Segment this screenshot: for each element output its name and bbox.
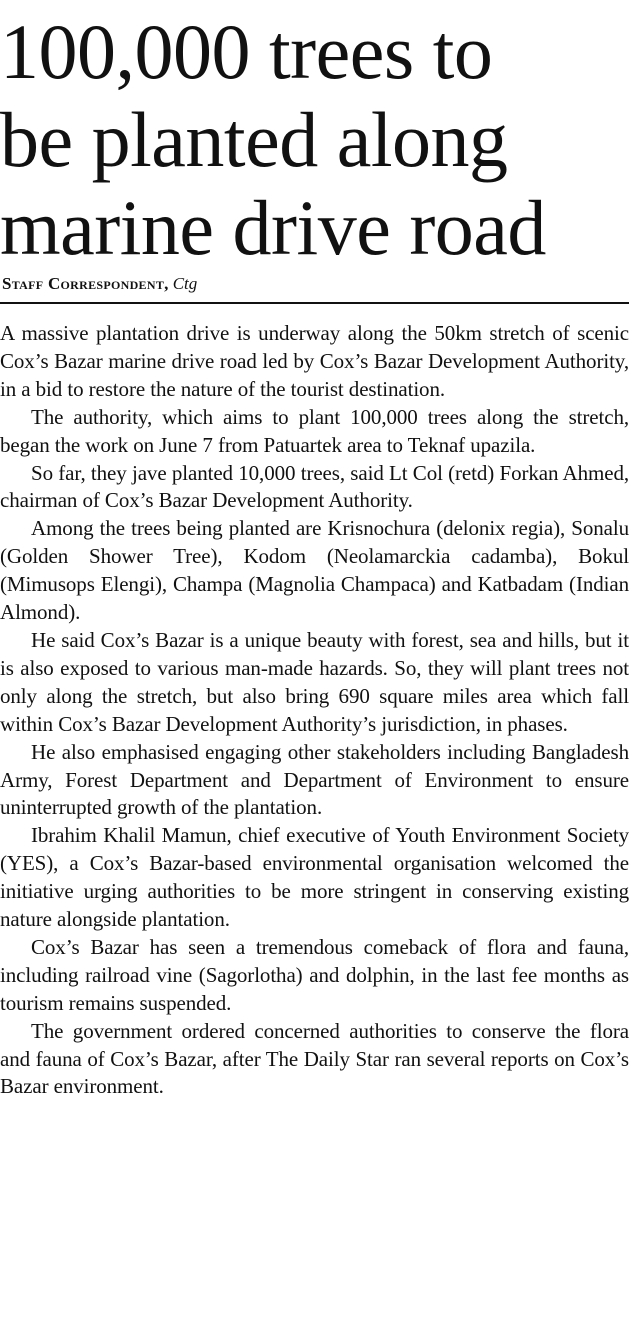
article-paragraph: A massive plantation drive is underway along the 50km stretch of scenic Cox’s Bazar marine drive road led by Cox’s Bazar Development Authority, in a bid to restore the nature of the tourist destination. [0,321,629,401]
headline [0,8,629,272]
headline-line: 100,000 trees to [0,8,493,95]
article-paragraph: Ibrahim Khalil Mamun, chief executive of Youth Environment Society (YES), a Cox’s Bazar-based environmental organisation welcomed the initiative urging authorities to be more stringent in conserving existing nature alongside plantation. [0,823,629,932]
article-paragraph: So far, they jave planted 10,000 trees, said Lt Col (retd) Forkan Ahmed, chairman of Cox’s Bazar Development Authority. [0,460,629,513]
article-paragraph: He also emphasised engaging other stakeholders including Bangladesh Army, Forest Department and Department of Environment to ensure uninterrupted growth of the plantation. [0,739,629,820]
article-paragraph: Cox’s Bazar has seen a tremendous comeback of flora and fauna, including railroad vine (Sagorlotha) and dolphin, in the last fee months as tourism remains suspended. [0,934,629,1015]
headline-line: marine drive road [0,184,546,271]
article-paragraph: The government ordered concerned authorities to conserve the flora and fauna of Cox’s Bazar, after The Daily Star ran several reports on Cox’s Bazar environment. [0,1018,629,1099]
article-paragraph: The authority, which aims to plant 100,000 trees along the stretch, began the work on June 7 from Patuartek area to Teknaf upazila. [0,404,629,457]
byline [2,272,197,296]
byline-divider [0,302,629,304]
article-paragraph: Among the trees being planted are Krisnochura (delonix regia), Sonalu (Golden Shower Tree), Kodom (Neolamarckia cadamba), Bokul (Mimusops Elengi), Champa (Magnolia Champaca) and Katbadam (Indian Almond). [0,516,629,625]
byline-location: Ctg [172,274,198,293]
headline-line: be planted along [0,96,508,183]
article-paragraph: He said Cox’s Bazar is a unique beauty with forest, sea and hills, but it is also exposed to various man-made hazards. So, they will plant trees not only along the stretch, but also bring 690 square miles area which fall within Cox’s Bazar Development Authority’s jurisdiction, in phases. [0,627,629,736]
article-body [0,320,629,1101]
byline-author: Staff Correspondent, [2,274,169,293]
